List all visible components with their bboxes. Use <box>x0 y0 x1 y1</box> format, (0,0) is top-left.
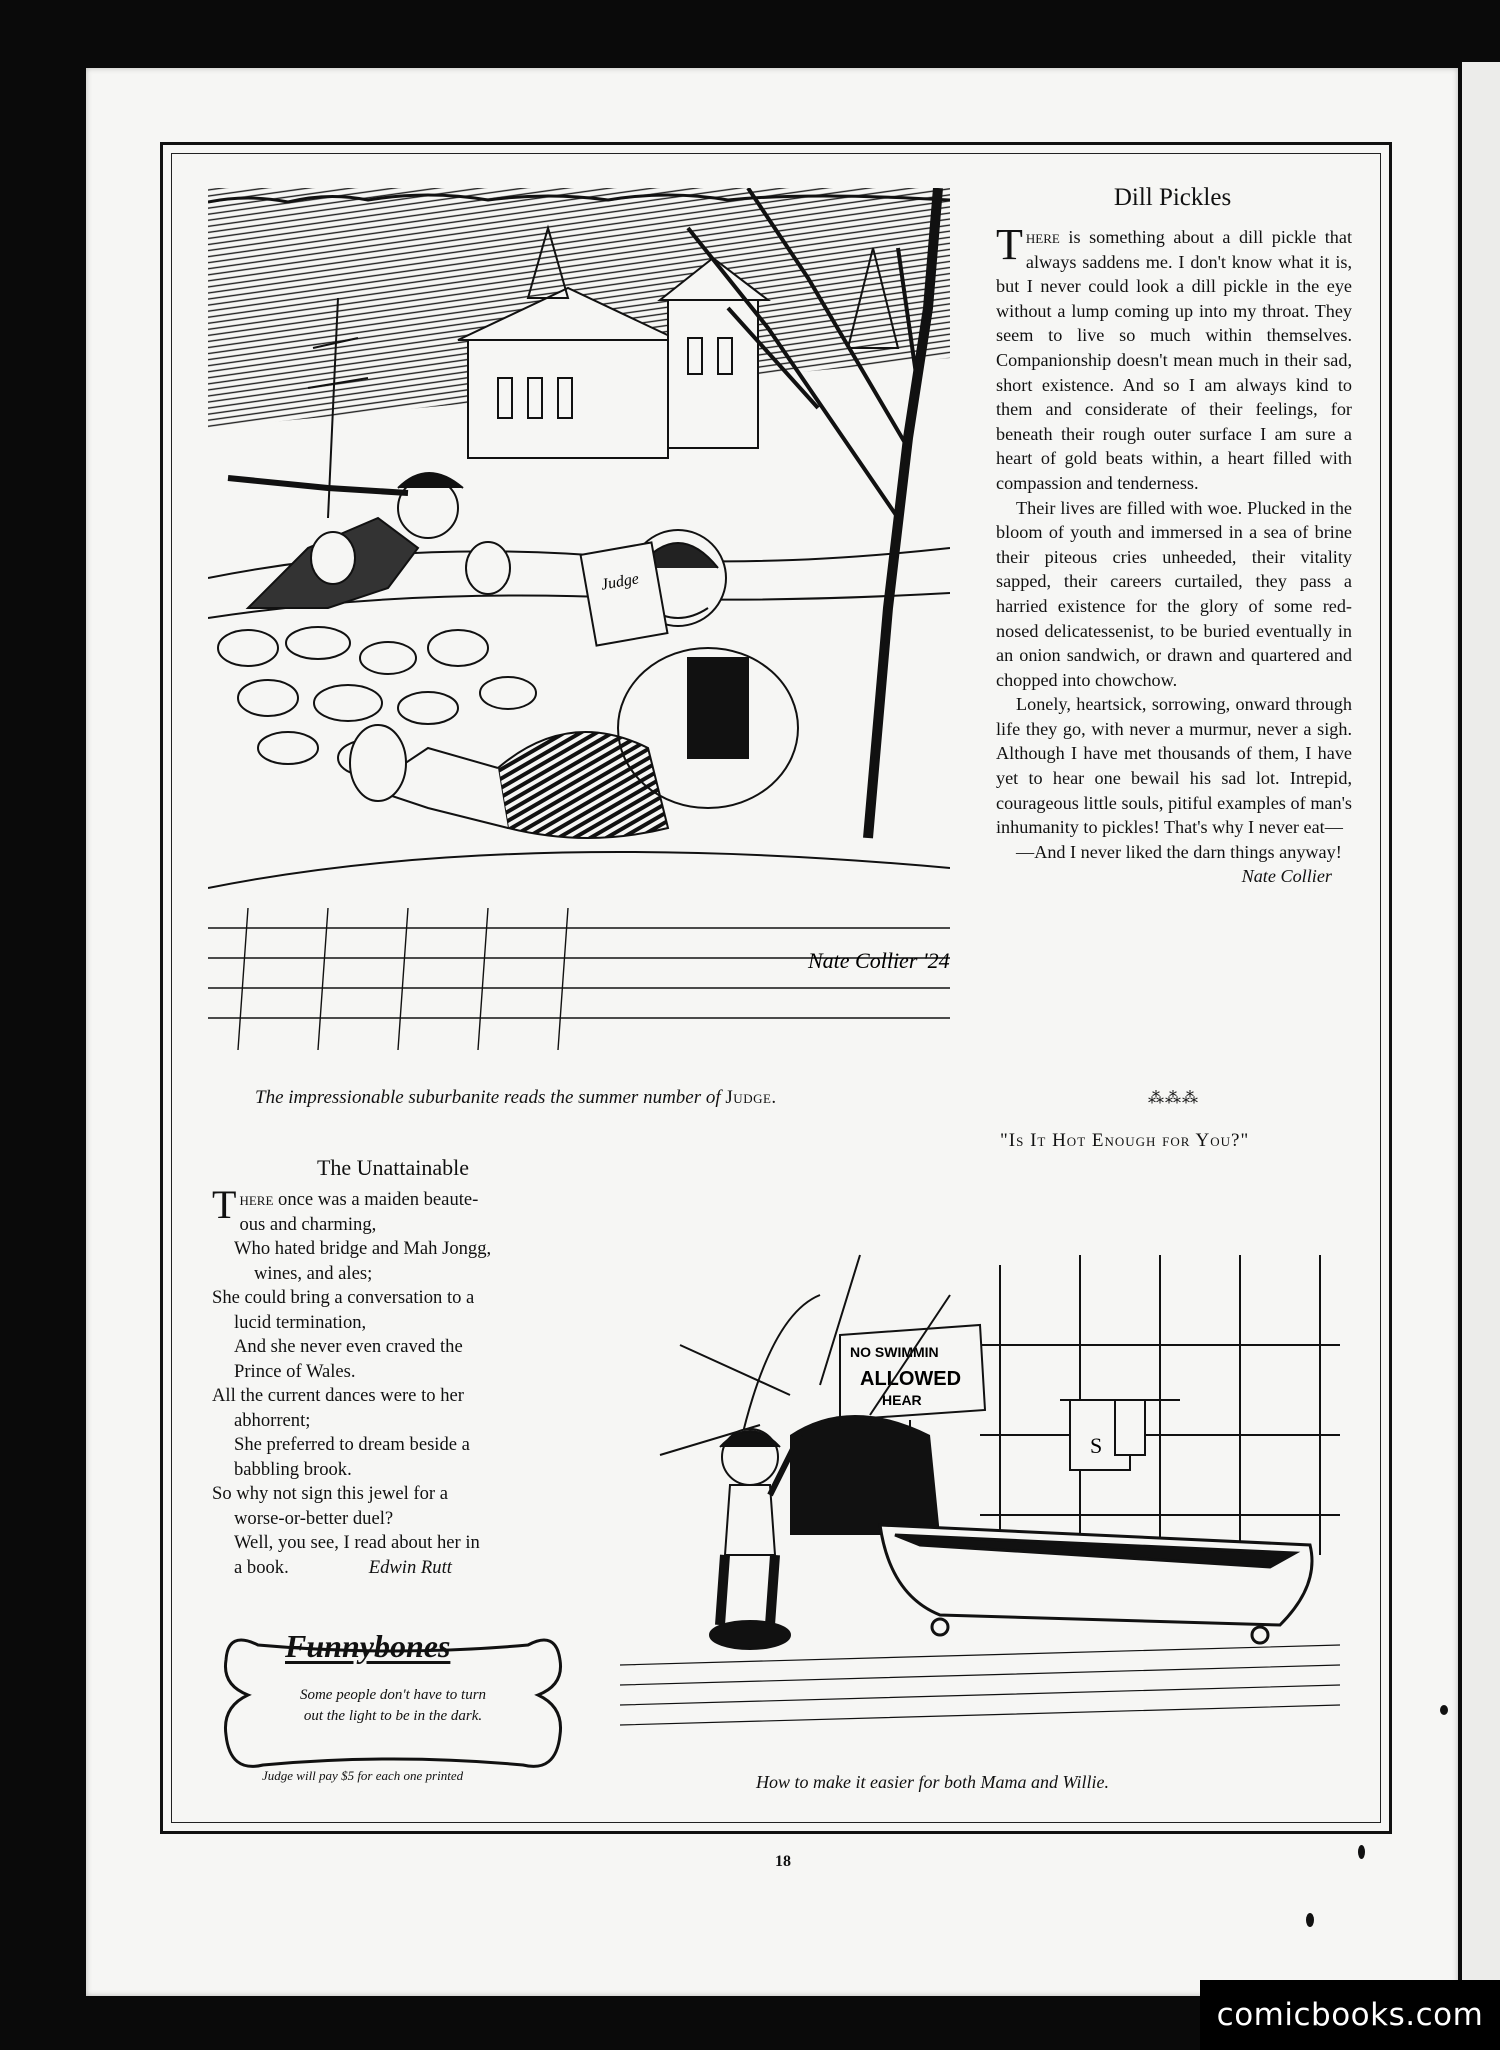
funnybones-title: Funnybones <box>285 1628 451 1664</box>
bathtub-cartoon-illustration <box>620 1195 1340 1755</box>
funnybones-footer: Judge will pay $5 for each one printed <box>262 1768 464 1783</box>
ink-speck <box>1358 1845 1365 1859</box>
poem-line: And she never even craved the <box>234 1336 463 1357</box>
funnybones-joke <box>238 1685 548 1727</box>
poem-author: Edwin Rutt <box>368 1556 452 1578</box>
top-cartoon-caption <box>255 1087 777 1109</box>
poem-line: Prince of Wales. <box>234 1360 356 1382</box>
winter-cartoon-illustration <box>208 188 950 1050</box>
poem-line: All the current dances were to her <box>212 1385 464 1406</box>
poem-line: She could bring a conversation to a <box>212 1287 475 1308</box>
ink-speck <box>1306 1913 1314 1927</box>
paragraph-2: Their lives are filled with woe. Plucked in the bloom of youth and immersed in a sea of brine their piteous cries unheeded, their vitality sapped, their careers curtailed, they pass a harried existence for the glory of some red-nosed delicatessenist, to be buried eventually in an onion sandwich, or drawn and quartered and chopped into chowchow. <box>996 497 1352 690</box>
poem-line-text: a book. <box>234 1556 289 1578</box>
sign-line-3: HEAR <box>882 1392 922 1408</box>
lead-word: here <box>1025 227 1060 247</box>
poem-line <box>212 1556 577 1581</box>
paragraph-3: Lonely, heartsick, sorrowing, onward through life they go, with never a murmur, never a sigh. Although I have met thousands of them, I have yet to hear one bewail his sad lot. Intrepid, courageous little souls, pitiful examples of man's inhumanity to pickles! That's why I never eat— <box>996 694 1352 838</box>
caption-magazine: Judge. <box>725 1087 777 1108</box>
caption-text: The impressionable suburbanite reads the summer number of <box>255 1087 721 1108</box>
unattainable-poem <box>212 1182 577 1580</box>
dill-pickles-title: Dill Pickles <box>1113 184 1232 211</box>
author-signature: Nate Collier <box>1241 866 1332 887</box>
dill-pickles-article <box>996 220 1352 889</box>
poem-line: She preferred to dream beside a <box>234 1434 470 1455</box>
poem-line: worse-or-better duel? <box>234 1507 394 1529</box>
page-number: 18 <box>775 1853 791 1870</box>
paragraph-4-text: —And I never liked the darn things anyway! <box>1016 841 1342 862</box>
ink-speck <box>1440 1705 1448 1715</box>
dropcap: T <box>212 1182 237 1227</box>
lead-word: here <box>239 1189 274 1210</box>
poem-line: Who hated bridge and Mah Jongg, <box>234 1238 492 1259</box>
poem-line: babbling brook. <box>234 1458 352 1480</box>
dropcap: T <box>996 220 1023 269</box>
paragraph-1-text: is something about a dill pickle that always saddens me. I don't know what it is, but I never could look a dill pickle in the eye without a lump coming up into my throat. They seem to live so much within themselves. Companionship doesn't mean much in their sad, short existence. And so I am always kind to them and considerate of their feelings, for beneath their rough outer surface I am sure a heart of gold beats within, a heart filled with compassion and tenderness. <box>996 227 1352 493</box>
poem-line: So why not sign this jewel for a <box>212 1483 449 1504</box>
poem-line: ous and charming, <box>239 1213 377 1235</box>
joke-line-2: out the light to be in the dark. <box>303 1708 483 1724</box>
section-ornament: ⁂⁂⁂ <box>1148 1090 1199 1107</box>
paragraph-4 <box>996 840 1352 887</box>
facing-page-edge <box>1462 62 1500 2002</box>
poem-line: lucid termination, <box>234 1311 367 1333</box>
watermark: comicbooks.com <box>1200 1980 1500 2050</box>
cartoonist-signature: Nate Collier '24 <box>808 948 950 973</box>
sign-line-1: NO SWIMMIN <box>850 1344 939 1360</box>
sign-line-2: ALLOWED <box>860 1368 962 1390</box>
hot-enough-heading: "Is It Hot Enough for You?" <box>1000 1130 1250 1151</box>
towel-letter: S <box>1090 1433 1103 1458</box>
poem-line-text: once was a maiden beaute- <box>278 1189 479 1210</box>
poem-line: Well, you see, I read about her in <box>234 1532 480 1553</box>
joke-line-1: Some people don't have to turn <box>299 1687 487 1703</box>
bottom-cartoon-caption: How to make it easier for both Mama and Willie. <box>756 1772 1109 1792</box>
poem-line: wines, and ales; <box>254 1262 373 1284</box>
paragraph-1 <box>996 220 1352 496</box>
poem-line: abhorrent; <box>234 1409 311 1431</box>
magazine-cover-label: Judge <box>599 570 641 594</box>
unattainable-title: The Unattainable <box>316 1155 470 1180</box>
